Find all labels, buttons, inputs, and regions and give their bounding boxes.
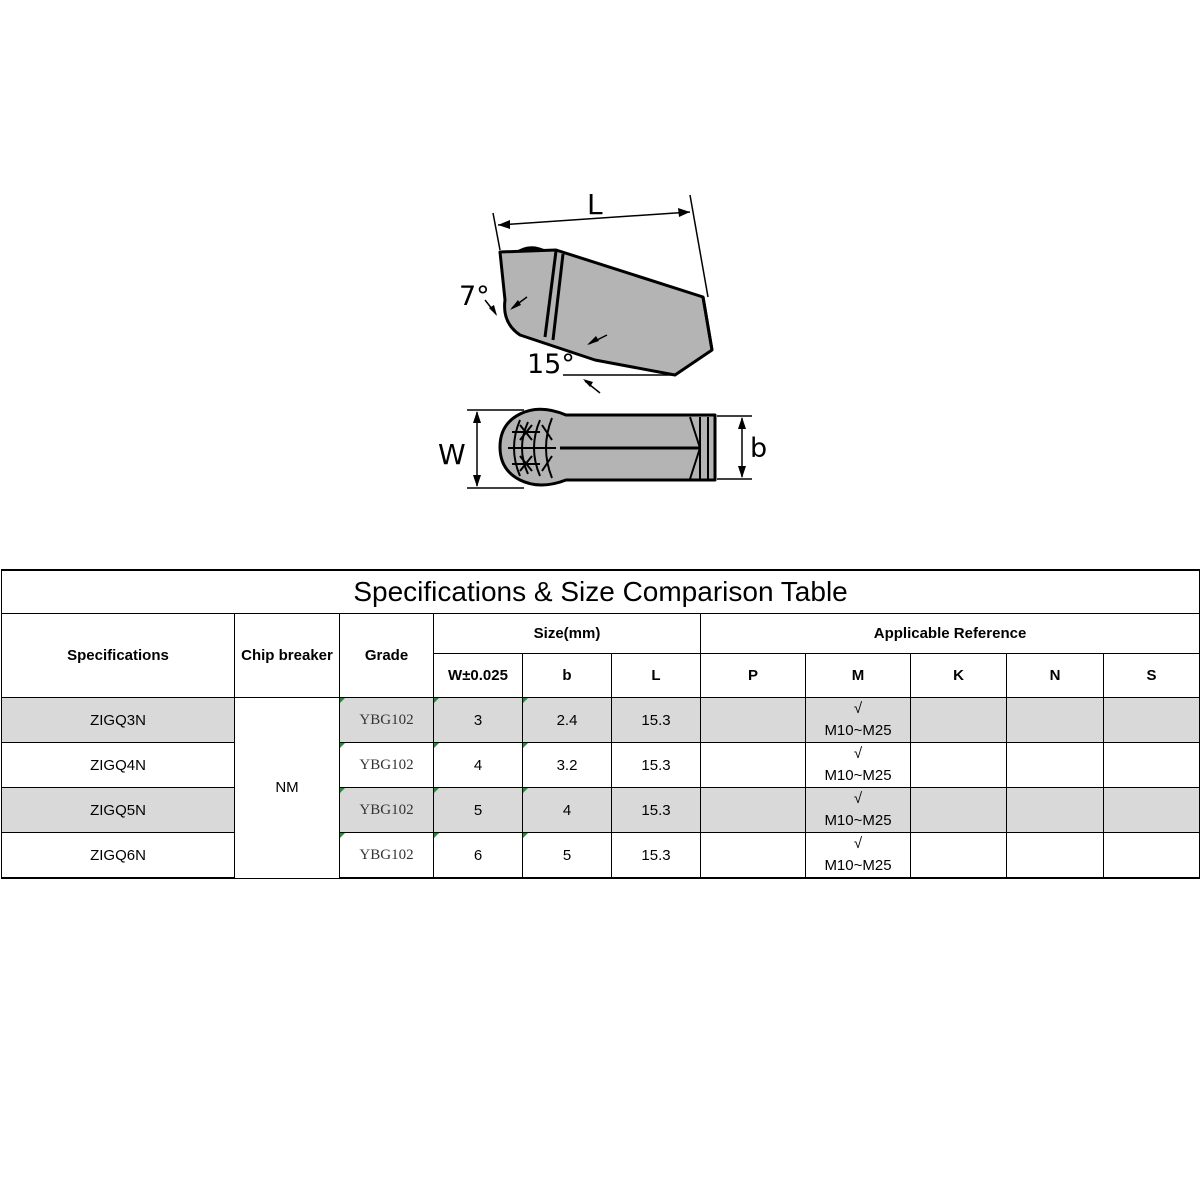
cell-m [806,698,911,743]
angle-7-label: 7° [459,281,490,312]
table-row [2,743,1200,788]
cell-w [434,833,523,879]
cell-k [911,743,1007,788]
cell-w [434,698,523,743]
m-range: M10~M25 [824,857,892,874]
check-mark: √ [853,745,863,762]
cell-l: 15.3 [612,788,701,833]
l-ext-right [690,195,708,297]
cell-grade [340,833,434,879]
cell-w-text: 6 [473,846,483,864]
cell-k [911,833,1007,879]
cell-m [806,788,911,833]
cell-marker-icon [340,698,345,703]
l-arrow-right [678,208,690,217]
cell-marker-icon [523,698,528,703]
cell-grade [340,788,434,833]
header-specifications: Specifications [2,614,235,698]
cell-p [701,698,806,743]
cell-marker-icon [340,833,345,838]
header-p: P [701,654,806,698]
cell-w [434,788,523,833]
cell-spec: ZIGQ6N [2,833,235,879]
cell-b [523,743,612,788]
cell-b-text: 4 [562,801,572,819]
cell-l: 15.3 [612,833,701,879]
m-range: M10~M25 [824,812,892,829]
header-l: L [612,654,701,698]
cell-marker-icon [434,833,439,838]
cell-b [523,698,612,743]
cell-s [1104,743,1200,788]
cell-b-text: 3.2 [556,756,578,774]
cell-b-text: 2.4 [556,711,578,729]
w-arrow-top [473,411,481,423]
cell-marker-icon [523,788,528,793]
table-row [2,698,1200,743]
cell-grade [340,743,434,788]
cell-n [1007,833,1104,879]
cell-marker-icon [434,788,439,793]
cell-p [701,833,806,879]
header-grade: Grade [340,614,434,698]
cell-b-text: 5 [562,846,572,864]
cell-marker-icon [434,698,439,703]
cell-w-text: 5 [473,801,483,819]
header-n: N [1007,654,1104,698]
l-dimension-label: L [587,188,603,221]
cell-spec: ZIGQ3N [2,698,235,743]
m-range: M10~M25 [824,722,892,739]
check-mark: √ [853,835,863,852]
spec-comparison-table [1,569,1200,879]
w-arrow-bottom [473,475,481,487]
cell-chip-breaker: NM [235,698,340,879]
cell-w-text: 3 [473,711,483,729]
cell-w [434,743,523,788]
m-range: M10~M25 [824,767,892,784]
cell-s [1104,788,1200,833]
cell-l: 15.3 [612,698,701,743]
cell-n [1007,743,1104,788]
b-dimension-label: b [750,433,768,464]
header-chip-breaker: Chip breaker [235,614,340,698]
cell-grade-text: YBG102 [359,801,414,818]
cell-grade-text: YBG102 [359,711,414,728]
cell-marker-icon [434,743,439,748]
cell-m [806,743,911,788]
cell-m [806,833,911,879]
cell-n [1007,788,1104,833]
insert-top-bump [515,246,548,252]
header-applicable-reference: Applicable Reference [701,614,1200,654]
l-arrow-left [498,220,510,229]
check-mark: √ [853,790,863,807]
cell-k [911,698,1007,743]
cell-spec: ZIGQ5N [2,788,235,833]
cell-s [1104,833,1200,879]
cell-b [523,833,612,879]
cell-marker-icon [523,833,528,838]
cell-w-text: 4 [473,756,483,774]
cell-n [1007,698,1104,743]
insert-side-view [459,188,712,393]
header-b: b [523,654,612,698]
angle-15-label: 15° [527,349,575,380]
cell-p [701,788,806,833]
cell-s [1104,698,1200,743]
cell-k [911,788,1007,833]
header-k: K [911,654,1007,698]
header-w: W±0.025 [434,654,523,698]
cell-marker-icon [523,743,528,748]
cell-marker-icon [340,743,345,748]
cell-l: 15.3 [612,743,701,788]
cell-p [701,743,806,788]
check-mark: √ [853,700,863,717]
b-arrow-bottom [738,466,746,478]
w-dimension-label: W [438,438,466,471]
table-row [2,788,1200,833]
header-s: S [1104,654,1200,698]
b-arrow-top [738,417,746,429]
cell-grade [340,698,434,743]
cell-spec: ZIGQ4N [2,743,235,788]
l-ext-left [493,213,500,250]
header-m: M [806,654,911,698]
header-size: Size(mm) [434,614,701,654]
cell-grade-text: YBG102 [359,756,414,773]
table-title: Specifications & Size Comparison Table [2,570,1200,614]
cell-marker-icon [340,788,345,793]
cell-grade-text: YBG102 [359,846,414,863]
cell-b [523,788,612,833]
insert-technical-drawing [0,0,1200,560]
insert-top-view [438,409,767,488]
table-row [2,833,1200,879]
